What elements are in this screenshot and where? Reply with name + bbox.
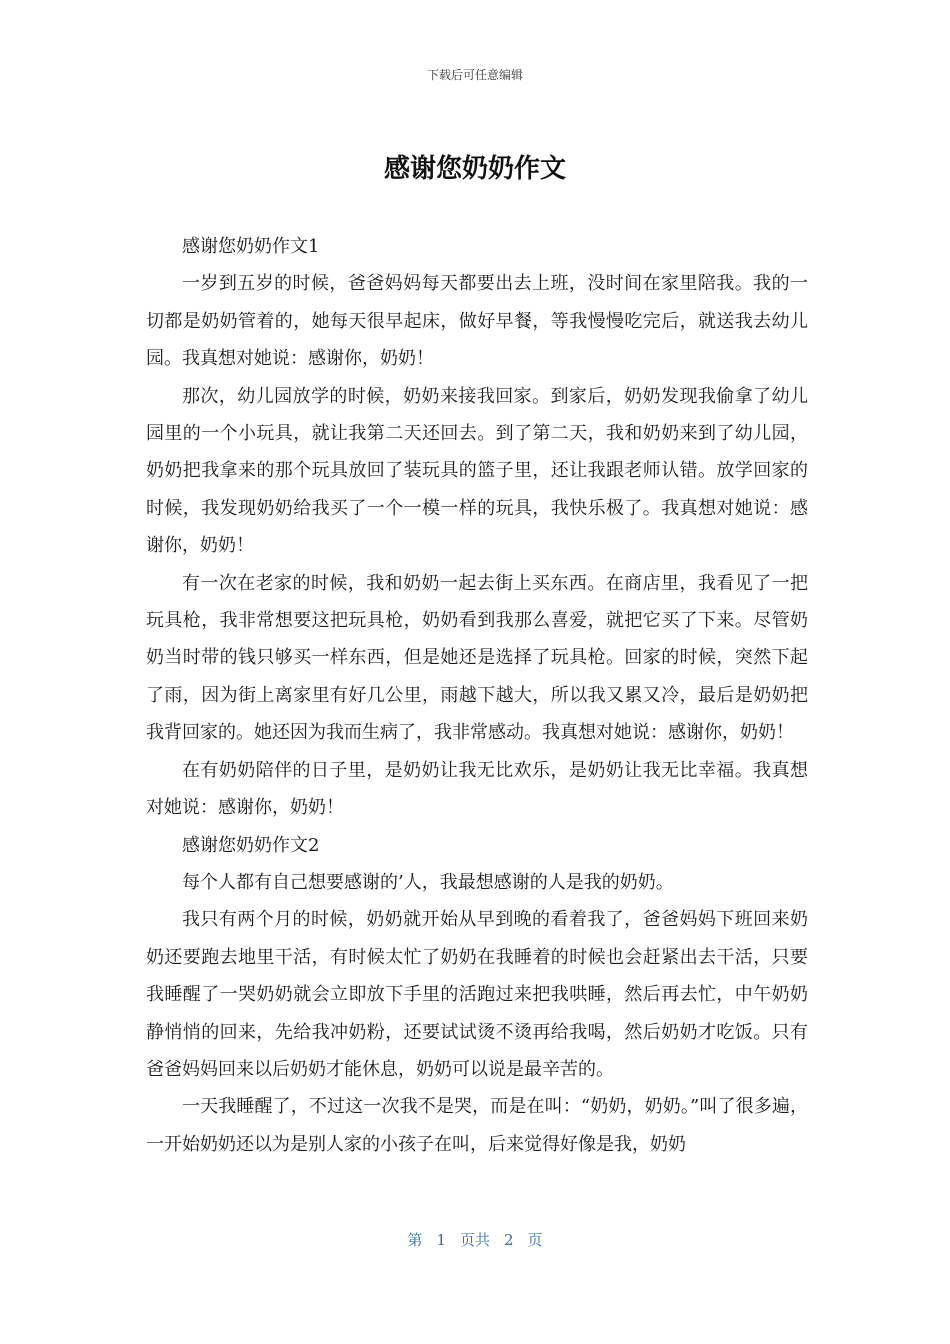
footer-current-page: 1 [436, 1231, 446, 1249]
paragraph: 有一次在老家的时候，我和奶奶一起去街上买东西。在商店里，我看见了一把玩具枪，我非常想要这把玩具枪，奶奶看到我那么喜爱，就把它买了下来。尽管奶奶当时带的钱只够买一样东西，但是她还是选择了玩具枪。回家的时候，突然下起了雨，因为街上离家里有好几公里，雨越下越大，所以我又累又冷，最后是奶奶把我背回家的。她还因为我而生病了，我非常感动。我真想对她说：感谢你，奶奶！ [146, 572, 808, 744]
page-footer [0, 1229, 950, 1250]
footer-suffix: 页 [527, 1231, 543, 1249]
section-heading-1: 感谢您奶奶作文1 [182, 236, 320, 257]
footer-middle: 页共 [459, 1231, 490, 1249]
footer-total-pages: 2 [504, 1231, 514, 1249]
paragraph: 一天我睡醒了，不过这一次我不是哭，而是在叫：“奶奶，奶奶。”叫了很多遍，一开始奶奶还以为是别人家的小孩子在叫，后来觉得好像是我，奶奶 [146, 1096, 808, 1155]
header-note: 下载后可任意编辑 [426, 68, 523, 82]
paragraph: 一岁到五岁的时候，爸爸妈妈每天都要出去上班，没时间在家里陪我。我的一切都是奶奶管着的，她每天很早起床，做好早餐，等我慢慢吃完后，就送我去幼儿园。我真想对她说：感谢你，奶奶！ [146, 273, 808, 370]
paragraph: 那次，幼儿园放学的时候，奶奶来接我回家。到家后，奶奶发现我偷拿了幼儿园里的一个小玩具，就让我第二天还回去。到了第二天，我和奶奶来到了幼儿园，奶奶把我拿来的那个玩具放回了装玩具的篮子里，还让我跟老师认错。放学回家的时候，我发现奶奶给我买了一个一模一样的玩具，我快乐极了。我真想对她说：感谢你，奶奶！ [146, 385, 808, 557]
document-title: 感谢您奶奶作文 [383, 154, 566, 184]
paragraph: 我只有两个月的时候，奶奶就开始从早到晚的看着我了，爸爸妈妈下班回来奶奶还要跑去地里干活，有时候太忙了奶奶在我睡着的时候也会赶紧出去干活，只要我睡醒了一哭奶奶就会立即放下手里的活跑过来把我哄睡，然后再去忙，中午奶奶静悄悄的回来，先给我冲奶粉，还要试试烫不烫再给我喝，然后奶奶才吃饭。只有爸爸妈妈回来以后奶奶才能休息，奶奶可以说是最辛苦的。 [146, 909, 808, 1080]
footer-prefix: 第 [407, 1231, 423, 1249]
document-body [146, 228, 808, 1163]
paragraph: 在有奶奶陪伴的日子里，是奶奶让我无比欢乐，是奶奶让我无比幸福。我真想对她说：感谢你，奶奶！ [146, 759, 808, 819]
section-heading-2: 感谢您奶奶作文2 [182, 834, 320, 856]
paragraph: 每个人都有自己想要感谢的’人，我最想感谢的人是我的奶奶。 [182, 871, 674, 893]
